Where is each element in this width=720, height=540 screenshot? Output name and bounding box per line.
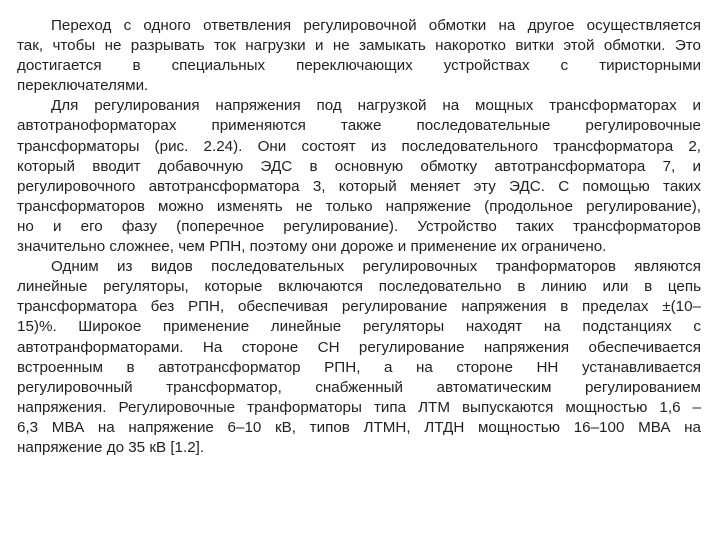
paragraph-1 [17, 16, 701, 96]
paragraph-2 [17, 96, 701, 257]
text-line: трансформаторы (рис. 2.24). Они состоят из последовательного трансформатора 2, [17, 137, 701, 155]
text-line: 15)%. Широкое применение линейные регуляторы находят на подстанциях с [17, 318, 701, 336]
text-line: переключателями. [17, 77, 149, 95]
text-line: напряжение до 35 кВ [1.2]. [17, 438, 205, 456]
text-line: трансформаторов можно изменять не только напряжение (продольное регулирование), [17, 197, 701, 215]
paragraph-3 [17, 257, 701, 458]
text-line: линейные регуляторы, которые включаются последовательно в линию или в цепь [17, 278, 701, 296]
text-line: регулировочный трансформатор, снабженный автоматическим регулированием [17, 378, 701, 396]
text-line: Для регулирования напряжения под нагрузкой на мощных трансформаторах и [51, 97, 701, 115]
text-line: достигается в специальных переключающих устройствах с тиристорными [17, 57, 701, 75]
text-line: напряжения. Регулировочные транформаторы типа ЛТМ выпускаются мощностью 1,6 – [17, 398, 701, 416]
text-line: так, чтобы не разрывать ток нагрузки и не замыкать накоротко витки этой обмотки. Это [17, 37, 701, 55]
text-line: автотраноформаторах применяются также последовательные регулировочные [17, 117, 701, 135]
text-line: встроенным в автотрансформатор РПН, а на стороне НН устанавливается [17, 358, 701, 376]
text-line: 6,3 МВА на напряжение 6–10 кВ, типов ЛТМН, ЛТДН мощностью 16–100 МВА на [17, 418, 701, 436]
text-line: трансформатора без РПН, обеспечивая регулирование напряжения в пределах ±(10– [17, 298, 701, 316]
text-line: Одним из видов последовательных регулировочных транформаторов являются [51, 258, 701, 276]
text-line: автотранформаторами. На стороне СН регулирование напряжения обеспечивается [17, 338, 701, 356]
text-line: регулировочного автотрансформатора 3, который меняет эту ЭДС. С помощью таких [17, 177, 701, 195]
text-line: который вводит добавочную ЭДС в основную обмотку автотрансформатора 7, и [17, 157, 701, 175]
text-line: значительно сложнее, чем РПН, поэтому они дороже и применение их ограничено. [17, 238, 607, 256]
text-line: Переход с одного ответвления регулировочной обмотки на другое осуществляется [51, 17, 701, 34]
document-page [17, 16, 701, 458]
text-line: но и его фазу (поперечное регулирование). Устройство таких трансформаторов [17, 217, 701, 235]
